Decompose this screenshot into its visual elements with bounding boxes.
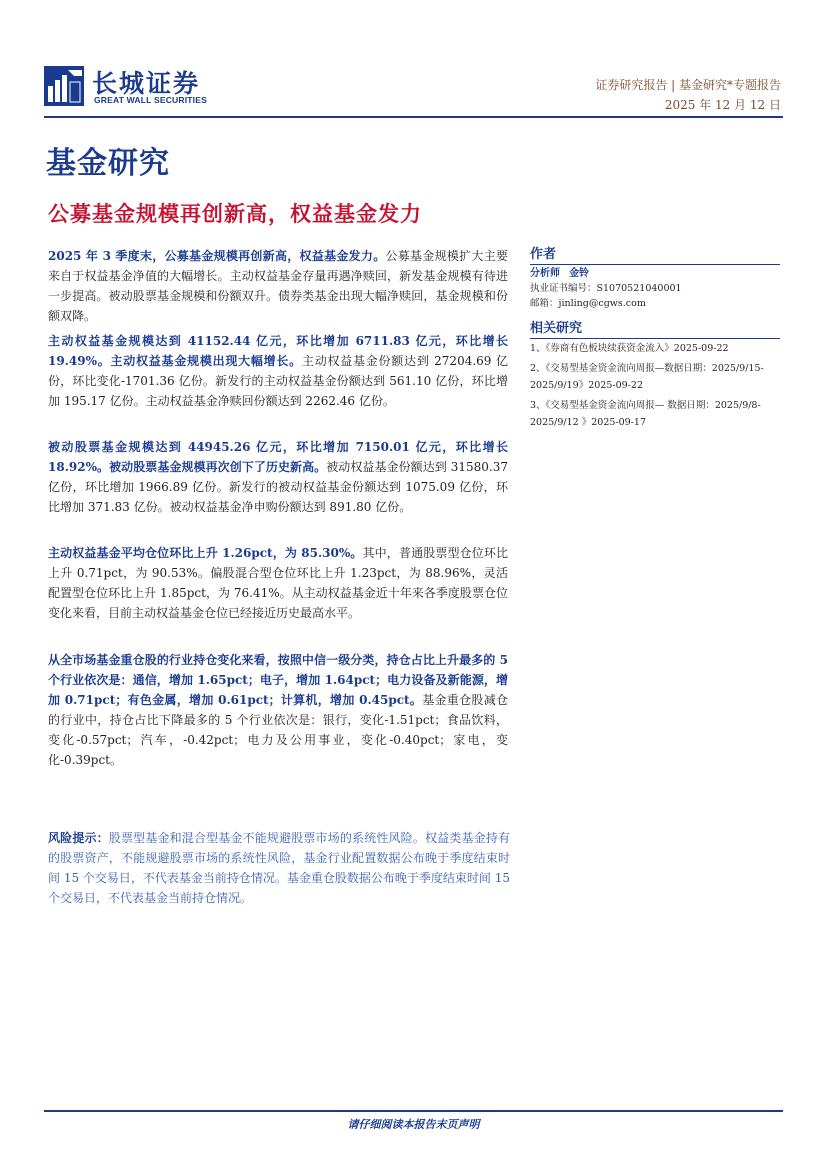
author-email: 邮箱：jinling@cgws.com	[530, 298, 646, 309]
paragraph-5	[48, 650, 508, 770]
section-title: 基金研究	[46, 146, 170, 181]
risk-label: 风险提示：	[48, 831, 109, 845]
report-meta	[595, 75, 781, 115]
footer-disclaimer: 请仔细阅读本报告末页声明	[347, 1118, 480, 1131]
analyst-name: 金铃	[569, 268, 590, 279]
risk-text: 股票型基金和混合型基金不能规避股票市场的系统性风险。权益类基金持有的股票资产，不能规避股票市场的系统性风险，基金行业配置数据公布晚于季度结束时间 15 个交易日，不代表基金当前持仓情况。基金重仓股数据公布晚于季度结束时间 15 个交易日，不代表基金当前持仓情况。	[48, 831, 510, 905]
footer-divider	[44, 1110, 783, 1112]
paragraph-2-lead: 主动权益基金规模达到 41152.44 亿元，环比增加 6711.83 亿元，环比增长 19.49%。主动权益基金规模出现大幅增长。	[48, 334, 508, 368]
paragraph-2	[48, 331, 508, 411]
license-number: 执业证书编号：S1070521040001	[530, 283, 682, 294]
paragraph-5-lead: 从全市场基金重仓股的行业持仓变化来看，按照中信一级分类，持仓占比上升最多的 5 个行业依次是：通信，增加 1.65pct；电子，增加 1.64pct；电力设备及新能源，增加 0.71pct；有色金属，增加 0.61pct；计算机，增加 0.45pct。	[48, 653, 508, 707]
logo-text-en: GREAT WALL SECURITIES	[94, 95, 207, 105]
related-item[interactable]: 1、《券商有色板块续获资金流入》2025-09-22	[530, 343, 729, 354]
paragraph-3-lead: 被动股票基金规模达到 44945.26 亿元，环比增加 7150.01 亿元，环比增长 18.92%。被动股票基金规模再次创下了历史新高。	[48, 440, 508, 474]
report-title: 公募基金规模再创新高，权益基金发力	[48, 202, 422, 226]
related-heading: 相关研究	[530, 317, 780, 339]
paragraph-4-body: 其中，普通股票型仓位环比上升 0.71pct，为 90.53%。偏股混合型仓位环比上升 1.23pct，为 88.96%，灵活配置型仓位环比上升 1.85pct，为 76.41%。从主动权益基金近十年来各季度股票仓位变化来看，目前主动权益基金仓位已经接近历史最高水平。	[48, 546, 508, 620]
author-info	[530, 266, 784, 311]
paragraph-1-lead: 2025 年 3 季度末，公募基金规模再创新高，权益基金发力。	[48, 249, 386, 263]
related-item[interactable]: 3、《交易型基金资金流向周报— 数据日期：2025/9/8-2025/9/12 》2025-09-17	[530, 400, 761, 428]
paragraph-4	[48, 543, 508, 623]
paragraph-1	[48, 246, 508, 326]
great-wall-logo-icon	[44, 66, 84, 106]
paragraph-3-body: 被动权益基金份额达到 31580.37 亿份，环比增加 1966.89 亿份。新发行的被动权益基金份额达到 1075.09 亿份，环比增加 371.83 亿份。被动权益基金净申购份额达到 891.80 亿份。	[48, 460, 508, 514]
logo-text-cn: 长城证券	[92, 69, 201, 98]
paragraph-4-lead: 主动权益基金平均仓位环比上升 1.26pct，为 85.30%。	[48, 546, 363, 560]
paragraph-2-body: 主动权益基金份额达到 27204.69 亿份，环比变化-1701.36 亿份。新发行的主动权益基金份额达到 561.10 亿份，环比增加 195.17 亿份。主动权益基金净赎回份额达到 2262.46 亿份。	[48, 354, 508, 408]
header-divider	[44, 116, 783, 118]
risk-warning	[48, 828, 510, 908]
author-heading: 作者	[530, 243, 780, 265]
analyst-label: 分析师	[530, 268, 560, 279]
report-date: 2025 年 12 月 12 日	[664, 98, 781, 112]
paragraph-1-body: 公募基金规模扩大主要来自于权益基金净值的大幅增长。主动权益基金存量再遇净赎回，新发基金规模有待进一步提高。被动股票基金规模和份额双升。债券类基金出现大幅净赎回，基金规模和份额双降。	[48, 249, 508, 323]
report-type: 证券研究报告 | 基金研究*专题报告	[595, 78, 781, 92]
paragraph-3	[48, 437, 508, 517]
related-item[interactable]: 2、《交易型基金资金流向周报—数据日期：2025/9/15-2025/9/19》2025-09-22	[530, 363, 764, 391]
paragraph-5-body: 基金重仓股减仓的行业中，持仓占比下降最多的 5 个行业依次是：银行，变化-1.51pct；食品饮料，变化-0.57pct；汽车，-0.42pct；电力及公用事业，变化-0.40pct；家电，变化-0.39pct。	[48, 693, 508, 767]
related-list	[530, 340, 784, 434]
